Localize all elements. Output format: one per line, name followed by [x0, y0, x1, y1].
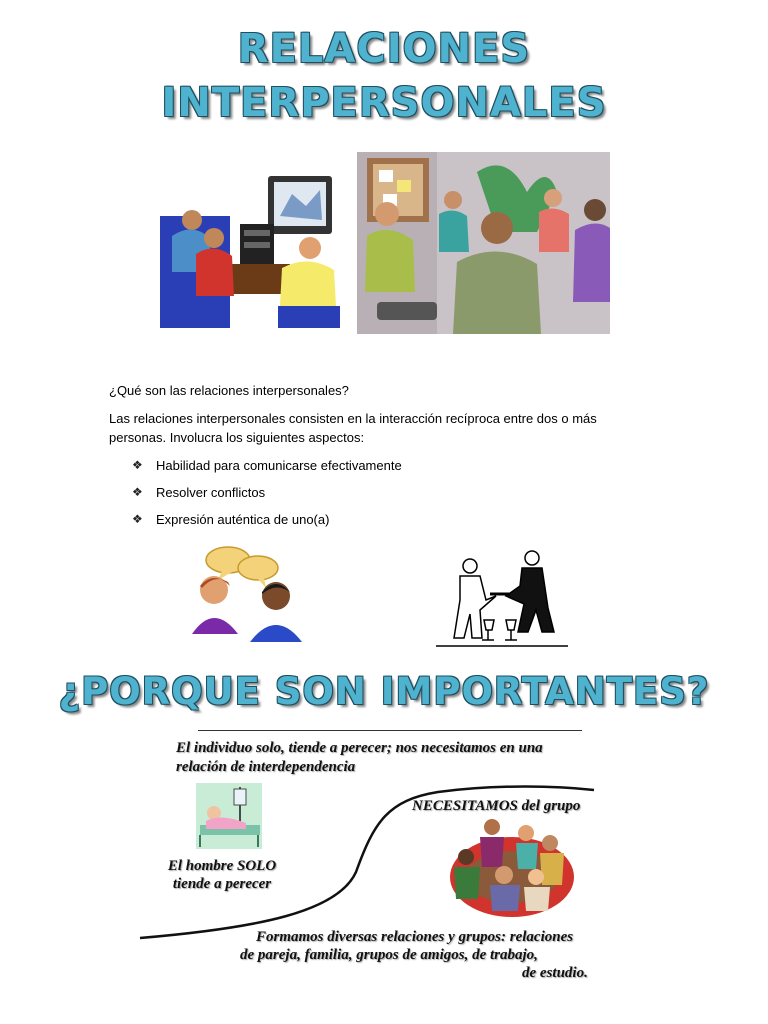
diamond-bullet-icon: ❖	[132, 458, 143, 472]
diagram-intro-line2: relación de interdependencia	[176, 759, 356, 775]
tv-watching-illustration	[160, 176, 340, 328]
aspects-list	[132, 452, 402, 533]
bottom-line1: Formamos diversas relaciones y grupos: relaciones	[256, 929, 574, 945]
alone-line1: El hombre SOLO	[167, 858, 277, 874]
group-meeting-illustration	[357, 152, 610, 334]
diamond-bullet-icon: ❖	[132, 485, 143, 499]
aspect-text: Habilidad para comunicarse efectivamente	[156, 458, 402, 473]
list-item	[132, 452, 402, 479]
page-title-line1: RELACIONES	[237, 26, 531, 72]
diamond-bullet-icon: ❖	[132, 512, 143, 526]
group-label: NECESITAMOS del grupo	[412, 798, 581, 814]
diagram-top-rule	[198, 730, 582, 731]
diagram-intro-line1: El individuo solo, tiende a perecer; nos necesitamos en una	[176, 740, 543, 756]
question-text: ¿Qué son las relaciones interpersonales?	[109, 383, 349, 398]
handshake-illustration	[436, 548, 568, 650]
list-item	[132, 479, 402, 506]
page-title-line2: INTERPERSONALES	[161, 80, 607, 126]
aspect-text: Expresión auténtica de uno(a)	[156, 512, 330, 527]
definition-line2: personas. Involucra los siguientes aspectos:	[109, 430, 365, 445]
importance-title: ¿PORQUE SON IMPORTANTES?	[58, 670, 710, 713]
conversation-illustration	[188, 546, 302, 646]
growth-curve	[138, 782, 602, 942]
definition-line1: Las relaciones interpersonales consisten en la interacción recíproca entre dos o más	[109, 411, 597, 426]
bottom-line3: de estudio.	[522, 965, 588, 981]
aspect-text: Resolver conflictos	[156, 485, 266, 500]
list-item	[132, 506, 402, 533]
bottom-line2: de pareja, familia, grupos de amigos, de trabajo,	[240, 947, 538, 963]
alone-line2: tiende a perecer	[172, 876, 272, 892]
